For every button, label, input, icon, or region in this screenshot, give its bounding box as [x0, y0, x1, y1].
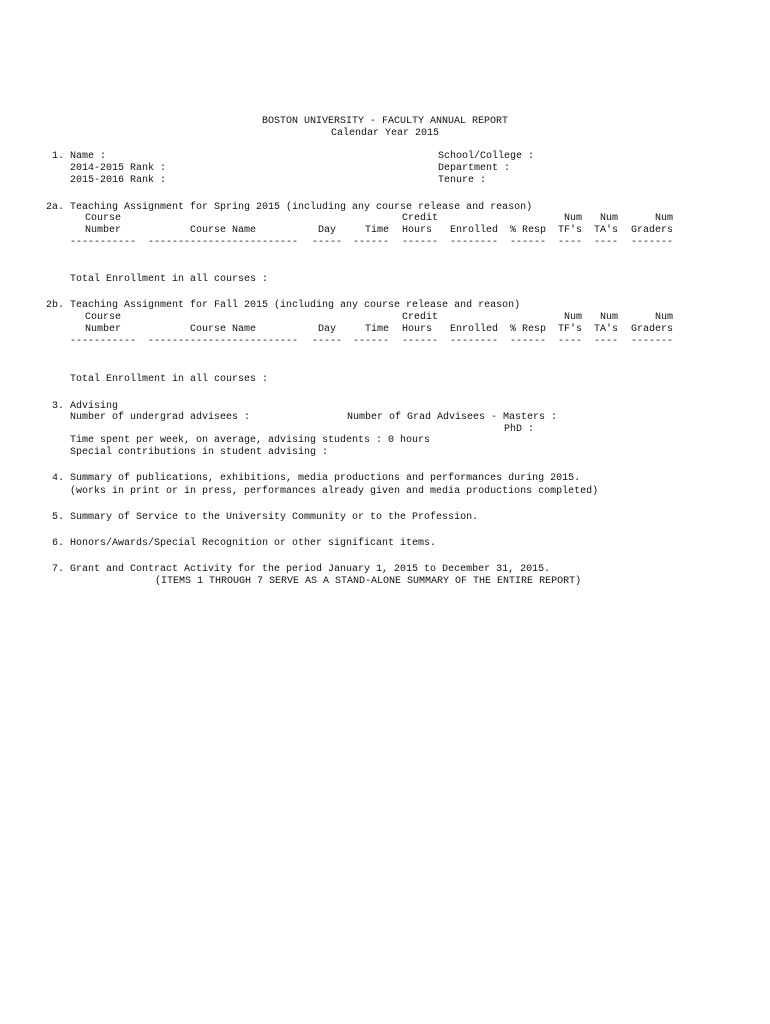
- col-num-graders-2: Graders: [631, 225, 674, 236]
- dash-num-tas: ----: [594, 237, 619, 248]
- tenure-label: Tenure :: [438, 175, 487, 186]
- col-time: Time: [364, 324, 389, 335]
- col-num-tfs-2: TF's: [558, 225, 583, 236]
- total-enrollment-label: Total Enrollment in all courses :: [70, 274, 269, 285]
- section-subtext: (works in print or in press, performances already given and media productions completed): [70, 486, 599, 497]
- dash-credit-hours: ------: [402, 237, 439, 248]
- department-label: Department :: [438, 163, 511, 174]
- section-number: 6.: [52, 538, 65, 549]
- col-credit-hours-2: Hours: [402, 324, 433, 335]
- col-num-graders-2: Graders: [631, 324, 674, 335]
- section-number: 1.: [52, 151, 65, 162]
- report-title: BOSTON UNIVERSITY - FACULTY ANNUAL REPORT: [261, 116, 509, 127]
- dash-course-number: -----------: [70, 237, 137, 248]
- advising-time-spent: Time spent per week, on average, advising students : 0 hours: [70, 435, 431, 446]
- section-number: 2a.: [46, 202, 65, 213]
- special-contributions-label: Special contributions in student advising :: [70, 447, 329, 458]
- section-number: 3.: [52, 401, 65, 412]
- section-title: Teaching Assignment for Fall 2015 (including any course release and reason): [70, 300, 521, 311]
- col-pct-resp: % Resp: [510, 324, 547, 335]
- dash-time: ------: [353, 336, 390, 347]
- col-num-tas-2: TA's: [594, 225, 619, 236]
- dash-pct-resp: ------: [510, 336, 547, 347]
- dash-num-tfs: ----: [558, 237, 583, 248]
- col-course-number: Course: [84, 213, 121, 224]
- summary-note: (ITEMS 1 THROUGH 7 SERVE AS A STAND-ALONE SUMMARY OF THE ENTIRE REPORT): [155, 576, 582, 587]
- col-course-name: Course Name: [189, 225, 256, 236]
- col-time: Time: [364, 225, 389, 236]
- dash-num-graders: -------: [631, 237, 674, 248]
- dash-enrolled: --------: [450, 237, 499, 248]
- dash-day: -----: [312, 336, 343, 347]
- section-number: 4.: [52, 473, 65, 484]
- col-enrolled: Enrolled: [450, 225, 499, 236]
- col-num-graders: Num: [654, 312, 673, 323]
- dash-course-number: -----------: [70, 336, 137, 347]
- col-pct-resp: % Resp: [510, 225, 547, 236]
- dash-credit-hours: ------: [402, 336, 439, 347]
- col-course-number-2: Number: [84, 225, 121, 236]
- dash-course-name: -------------------------: [148, 237, 299, 248]
- section-text: Summary of publications, exhibitions, media productions and performances during 2015.: [70, 473, 581, 484]
- dash-time: ------: [353, 237, 390, 248]
- report-subtitle: Calendar Year 2015: [330, 128, 440, 139]
- col-day: Day: [317, 225, 336, 236]
- col-credit-hours: Credit: [402, 312, 439, 323]
- dash-num-tas: ----: [594, 336, 619, 347]
- section-title: Advising: [70, 401, 119, 412]
- col-num-tas: Num: [599, 213, 618, 224]
- dash-course-name: -------------------------: [148, 336, 299, 347]
- dash-day: -----: [312, 237, 343, 248]
- col-course-number: Course: [84, 312, 121, 323]
- section-number: 7.: [52, 564, 65, 575]
- dash-num-graders: -------: [631, 336, 674, 347]
- school-label: School/College :: [438, 151, 535, 162]
- col-num-tas-2: TA's: [594, 324, 619, 335]
- col-num-graders: Num: [654, 213, 673, 224]
- section-number: 5.: [52, 512, 65, 523]
- col-num-tfs-2: TF's: [558, 324, 583, 335]
- col-credit-hours: Credit: [402, 213, 439, 224]
- col-enrolled: Enrolled: [450, 324, 499, 335]
- section-text: Grant and Contract Activity for the period January 1, 2015 to December 31, 2015.: [70, 564, 551, 575]
- dash-pct-resp: ------: [510, 237, 547, 248]
- col-num-tfs: Num: [563, 312, 582, 323]
- dash-num-tfs: ----: [558, 336, 583, 347]
- col-course-number-2: Number: [84, 324, 121, 335]
- col-num-tas: Num: [599, 312, 618, 323]
- section-number: 2b.: [46, 300, 65, 311]
- col-num-tfs: Num: [563, 213, 582, 224]
- phd-advisees-label: PhD :: [504, 424, 535, 435]
- col-credit-hours-2: Hours: [402, 225, 433, 236]
- rank-2015-label: 2015-2016 Rank :: [70, 175, 167, 186]
- section-title: Teaching Assignment for Spring 2015 (including any course release and reason): [70, 202, 533, 213]
- total-enrollment-label: Total Enrollment in all courses :: [70, 374, 269, 385]
- section-text: Summary of Service to the University Community or to the Profession.: [70, 512, 479, 523]
- undergrad-advisees-label: Number of undergrad advisees :: [70, 412, 251, 423]
- name-label: Name :: [70, 151, 107, 162]
- dash-enrolled: --------: [450, 336, 499, 347]
- section-text: Honors/Awards/Special Recognition or other significant items.: [70, 538, 437, 549]
- col-course-name: Course Name: [189, 324, 256, 335]
- grad-advisees-masters-label: Number of Grad Advisees - Masters :: [347, 412, 558, 423]
- rank-2014-label: 2014-2015 Rank :: [70, 163, 167, 174]
- col-day: Day: [317, 324, 336, 335]
